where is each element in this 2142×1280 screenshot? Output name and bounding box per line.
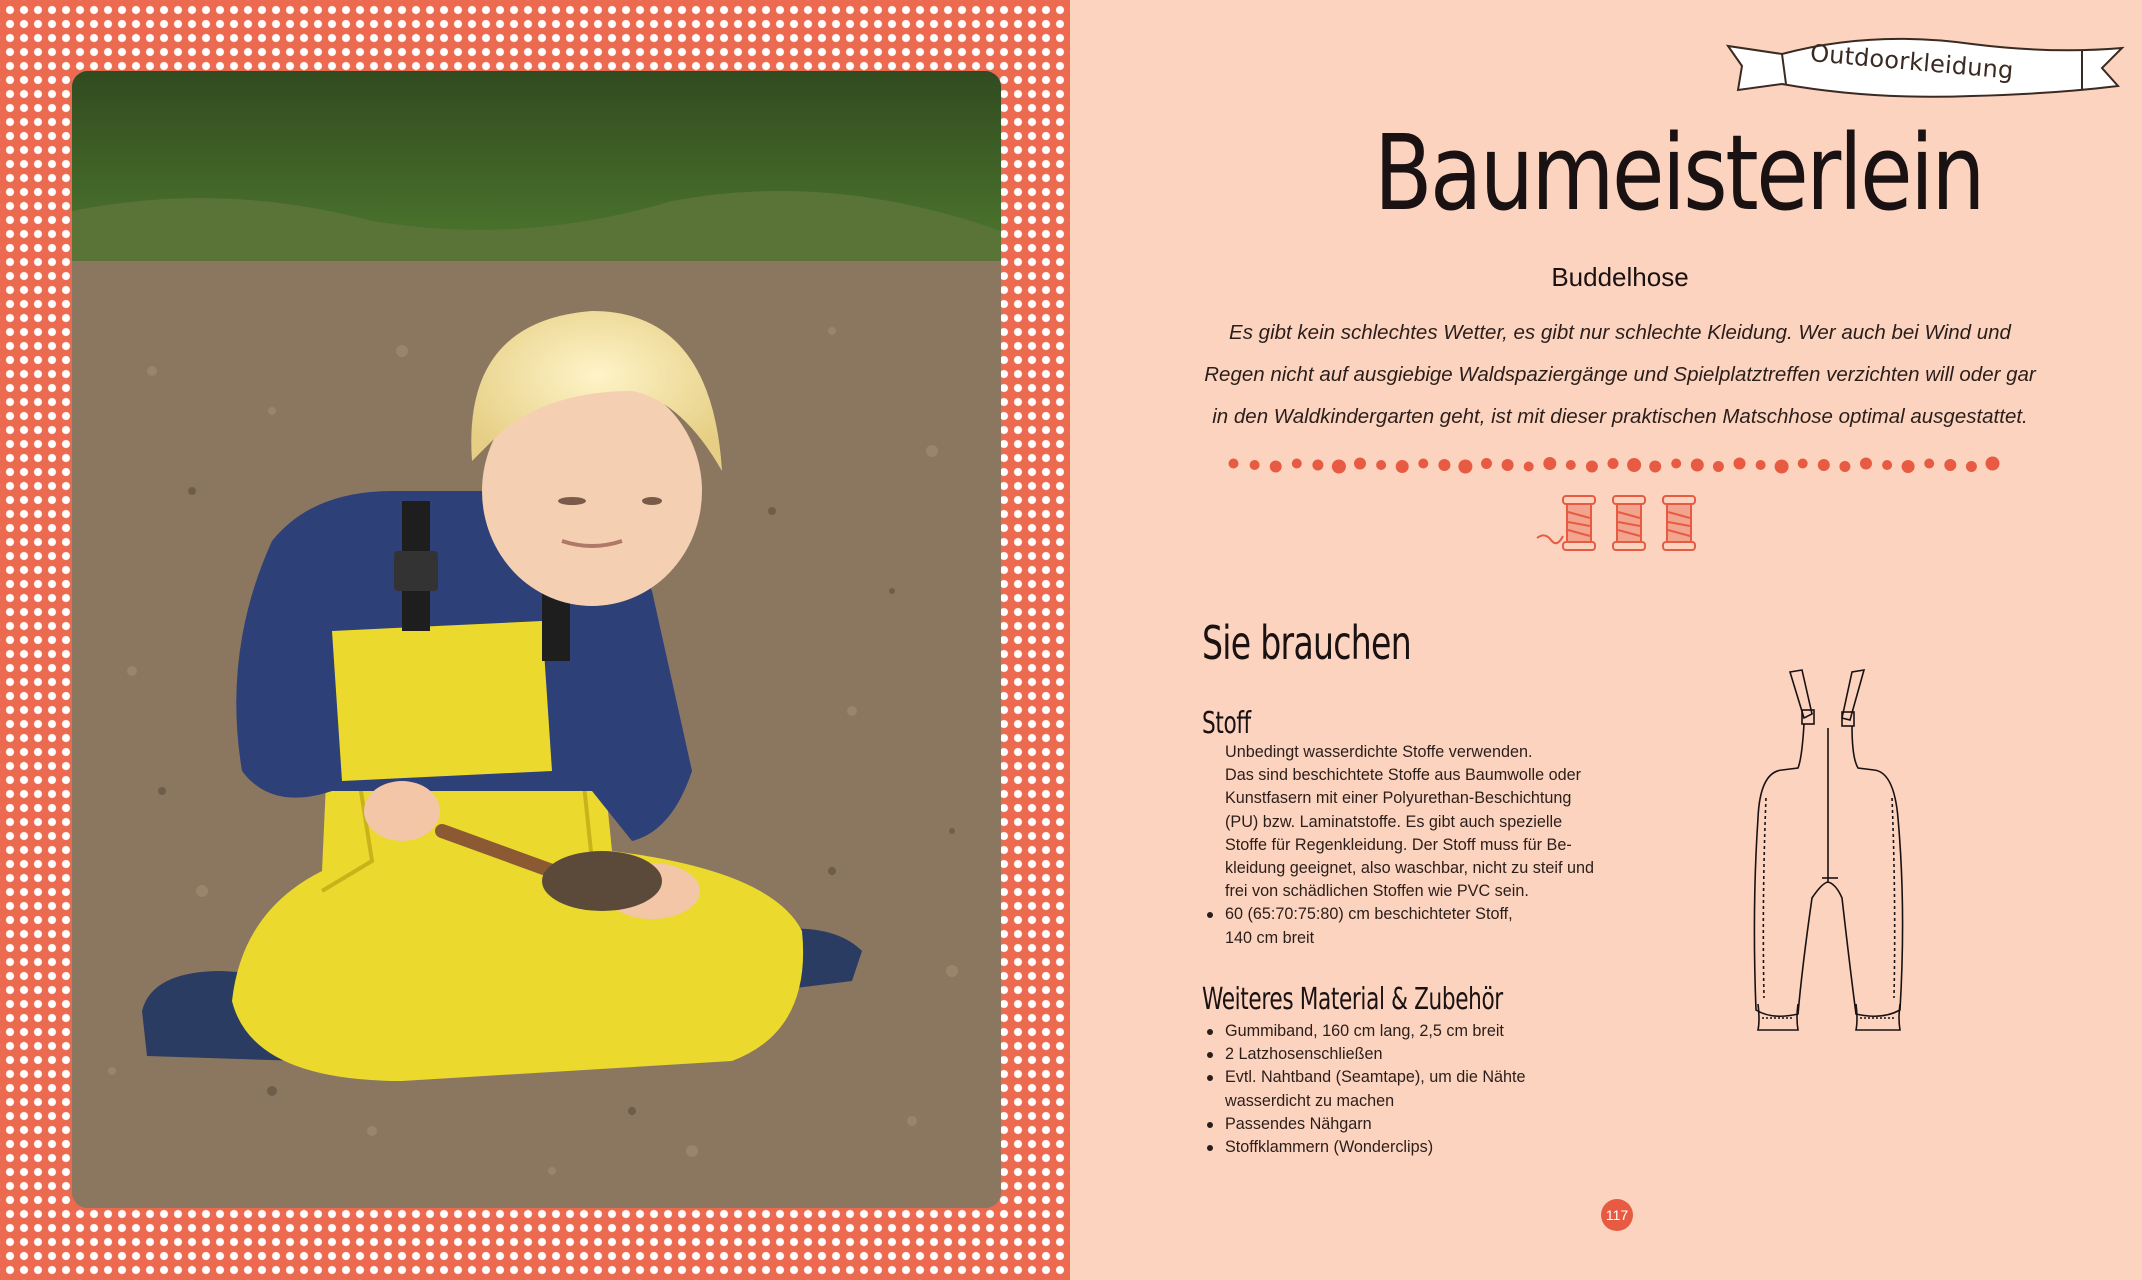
intro-line: Es gibt kein schlechtes Wetter, es gibt nur schlechte Kleidung. Wer auch bei Wind und	[1229, 321, 2011, 344]
text-line: Gummiband, 160 cm lang, 2,5 cm breit	[1225, 1022, 1504, 1040]
divider-dot	[1713, 461, 1724, 472]
divider-dot	[1966, 461, 1977, 472]
fabric-heading: Stoff	[1202, 706, 1251, 741]
divider-dot	[1332, 460, 1346, 474]
list-item	[1204, 903, 1644, 949]
intro-line: in den Waldkindergarten geht, ist mit dieser praktischen Matschhose optimal ausgestattet.	[1212, 405, 2028, 428]
text-line: Das sind beschichtete Stoffe aus Baumwolle oder	[1225, 766, 1582, 785]
thread-spool-icon	[1613, 496, 1645, 550]
text-line: Evtl. Nahtband (Seamtape), um die Nähte	[1225, 1068, 1526, 1087]
divider-dot	[1292, 459, 1302, 469]
list-item	[1204, 1113, 1644, 1136]
divider-dot	[1649, 461, 1661, 473]
divider-dot	[1481, 458, 1492, 469]
divider-dot	[1229, 459, 1239, 469]
divider-dot	[1691, 459, 1704, 472]
fabric-paragraph	[1204, 741, 1644, 903]
fabric-list	[1204, 903, 1644, 949]
divider-dot	[1734, 458, 1746, 470]
dotted-divider	[1223, 452, 2003, 478]
category-label: Outdoorkleidung	[1809, 39, 2015, 85]
divider-dot	[1818, 459, 1830, 471]
page-number: 117	[1601, 1199, 1633, 1231]
list-item	[1204, 1136, 1644, 1159]
photo-page	[0, 0, 1070, 1280]
divider-dot	[1608, 458, 1619, 469]
divider-dot	[1839, 461, 1850, 472]
divider-dot	[1627, 458, 1641, 472]
divider-dot	[1882, 460, 1892, 470]
divider-dot	[1376, 460, 1386, 470]
divider-dot	[1586, 461, 1598, 473]
text-line: 2 Latzhosenschließen	[1225, 1045, 1383, 1064]
text-line: wasserdicht zu machen	[1225, 1091, 1395, 1110]
intro-paragraph	[1190, 312, 2050, 438]
child-in-rain-overalls-photo	[72, 71, 1001, 1208]
divider-dot	[1671, 459, 1681, 469]
text-line: Unbedingt wasserdichte Stoffe verwenden.	[1225, 743, 1533, 761]
accessories-list	[1204, 1020, 1644, 1159]
thread-spool-icon	[1563, 496, 1595, 550]
divider-dot	[1524, 462, 1534, 472]
divider-dot	[1775, 460, 1789, 474]
divider-dot	[1860, 458, 1872, 470]
divider-dot	[1756, 460, 1766, 470]
divider-dot	[1902, 460, 1915, 473]
divider-dot	[1418, 459, 1428, 469]
text-line: Stoffe für Regenkleidung. Der Stoff muss für Be-	[1225, 835, 1572, 854]
text-line: 60 (65:70:75:80) cm beschichteter Stoff,	[1225, 905, 1513, 924]
divider-dot	[1438, 459, 1450, 471]
overalls-technical-drawing	[1742, 668, 1912, 1040]
divider-dot	[1986, 457, 2000, 471]
divider-dot	[1270, 461, 1282, 473]
divider-dot	[1566, 460, 1576, 470]
text-line: Stoffklammern (Wonderclips)	[1225, 1138, 1434, 1157]
text-line: Passendes Nähgarn	[1225, 1114, 1372, 1133]
intro-line: Regen nicht auf ausgiebige Waldspaziergänge und Spielplatztreffen verzichten will oder gar	[1204, 363, 2036, 386]
divider-dot	[1798, 459, 1808, 469]
divider-dot	[1250, 460, 1260, 470]
pattern-title: Baumeisterlein	[1374, 112, 1983, 234]
divider-dot	[1354, 458, 1366, 470]
text-line: frei von schädlichen Stoffen wie PVC sein.	[1225, 882, 1529, 901]
text-line: (PU) bzw. Laminatstoffe. Es gibt auch spezielle	[1225, 812, 1563, 831]
fabric-section	[1204, 741, 1644, 950]
divider-dot	[1924, 459, 1934, 469]
accessories-heading: Weiteres Material & Zubehör	[1202, 982, 1503, 1017]
divider-dot	[1458, 460, 1472, 474]
divider-dot	[1312, 460, 1323, 471]
text-line: 140 cm breit	[1225, 928, 1315, 947]
divider-dot	[1502, 459, 1514, 471]
materials-heading: Sie brauchen	[1202, 616, 1411, 670]
text-line: Kunstfasern mit einer Polyurethan-Beschichtung	[1225, 789, 1572, 808]
pattern-subtitle: Buddelhose	[1551, 262, 1689, 292]
divider-dot	[1543, 457, 1556, 470]
list-item	[1204, 1066, 1644, 1112]
difficulty-rating	[1535, 492, 1705, 554]
list-item	[1204, 1020, 1644, 1043]
accessories-section	[1204, 1020, 1644, 1159]
text-line: kleidung geeignet, also waschbar, nicht zu steif und	[1225, 859, 1594, 878]
list-item	[1204, 1043, 1644, 1066]
thread-spool-icon	[1663, 496, 1695, 550]
divider-dot	[1944, 459, 1956, 471]
divider-dot	[1396, 460, 1409, 473]
